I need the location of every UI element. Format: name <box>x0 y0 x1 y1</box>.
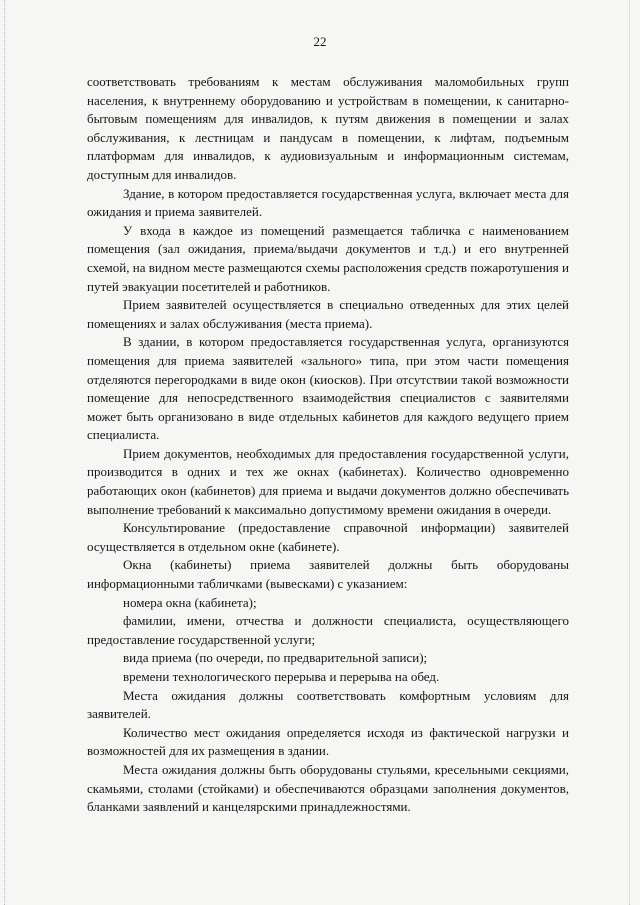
paragraph-waiting-comfort: Места ожидания должны соответствовать комфортным условиям для заявителей. <box>87 687 569 722</box>
paragraph-building: Здание, в котором предоставляется государственная услуга, включает места для ожидания и приема заявителей. <box>87 185 569 220</box>
paragraph-hall-type: В здании, в котором предоставляется государственная услуга, организуются помещения для приема заявителей «зального» типа, при этом части помещения отделяются перегородками в виде окон (киосков). При отсутствии такой возможности помещение для непосредственного взаимодействия специалистов с заявителями может быть организовано в виде отдельных кабинетов для каждого ведущего прием специалиста. <box>87 334 569 443</box>
paragraph-consulting: Консультирование (предоставление справочной информации) заявителей осуществляется в отдельном окне (кабинете). <box>87 520 569 554</box>
paragraph-entrance-sign: У входа в каждое из помещений размещается табличка с наименованием помещения (зал ожидания, приема/выдачи документов и т.д.) и его внутренней схемой, на видном месте размещаются схемы расположения средств пожаротушения и путей эвакуации посетителей и работников. <box>87 222 569 294</box>
body-text <box>87 73 569 817</box>
paragraph-waiting-count: Количество мест ожидания определяется исходя из фактической нагрузки и возможностей для их размещения в здании. <box>87 724 569 759</box>
scan-edge-left <box>4 0 6 905</box>
list-item-window-number: номера окна (кабинета); <box>123 594 257 610</box>
scan-edge-right <box>629 0 631 905</box>
list-item-specialist-name: фамилии, имени, отчества и должности специалиста, осуществляющего предоставление государственной услуги; <box>87 613 569 647</box>
page-number: 22 <box>313 34 327 49</box>
list-item-break-time: времени технологического перерыва и перерыва на обед. <box>123 669 440 684</box>
paragraph-window-signs: Окна (кабинеты) приема заявителей должны быть оборудованы информационными табличками (вывесками) с указанием: <box>87 557 569 592</box>
paragraph-waiting-equipment: Места ожидания должны быть оборудованы стульями, кресельными секциями, скамьями, столами (стойками) и обеспечиваются образцами заполнения документов, бланками заявлений и канцелярскими принадлежностями. <box>87 761 569 815</box>
list-item-reception-type: вида приема (по очереди, по предварительной записи); <box>123 650 428 666</box>
paragraph-reception-areas: Прием заявителей осуществляется в специально отведенных для этих целей помещениях и залах обслуживания (места приема). <box>87 297 569 331</box>
paragraph-continuation: соответствовать требованиям к местам обслуживания маломобильных групп населения, к внутреннему оборудованию и устройствам в помещении, к санитарно-бытовым помещениям для инвалидов, к путям движения в помещении и залах обслуживания, к лестницам и пандусам в помещении, к лифтам, подъемным платформам для инвалидов, к аудиовизуальным и информационным системам, доступным для инвалидов. <box>87 74 569 182</box>
paragraph-document-windows: Прием документов, необходимых для предоставления государственной услуги, производится в одних и тех же окнах (кабинетах). Количество одновременно работающих окон (кабинетов) для приема и выдачи документов должно обеспечивать выполнение требований к максимально допустимому времени ожидания в очереди. <box>87 445 569 517</box>
